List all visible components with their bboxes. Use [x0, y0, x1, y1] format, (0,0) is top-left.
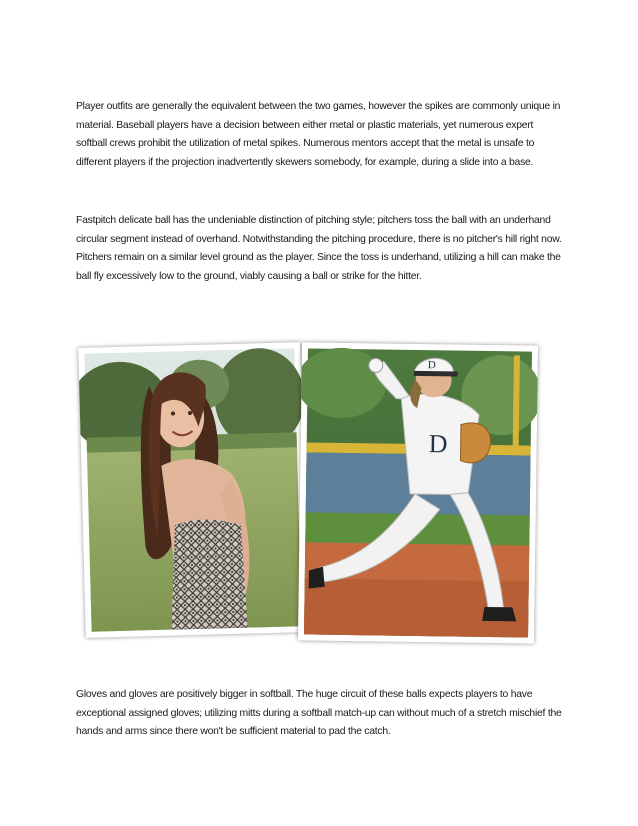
paragraph-spikes: Player outfits are generally the equivalent between the two games, however the spikes are commonly unique in material. Baseball players have a decision between either metal or plastic materials, yet numerous expert softball crews prohibit the utilization of metal spikes. Numerous mentors accept that the metal is unsafe to different players if the projection inadvertently skewers somebody, for example, during a slide into a base.: [76, 101, 561, 168]
photo-woman: [78, 342, 308, 638]
photo-pitcher: [298, 342, 538, 643]
cap-letter: D: [427, 359, 436, 372]
paragraph-pitching: Fastpitch delicate ball has the undeniable distinction of pitching style; pitchers toss the ball with an underhand circular segment instead of overhand. Notwithstanding the pitching procedure, there is no pitcher's hill right now. Pitchers remain on a similar level ground as the player. Since the toss is underhand, utilizing a hill can make the ball fly excessively low to the ground, viably causing a ball or strike for the hitter.: [76, 215, 562, 282]
photo-woman-image: [78, 342, 308, 638]
jersey-letter: D: [428, 429, 448, 459]
paragraph-gloves: Gloves and gloves are positively bigger in softball. The huge circuit of these balls expects players to have exceptional assigned gloves; utilizing mitts during a softball match-up can without much of a stretch mischief the hands and arms since there won't be sufficient material to pad the catch.: [76, 689, 562, 738]
photo-pitcher-image: [298, 342, 538, 643]
